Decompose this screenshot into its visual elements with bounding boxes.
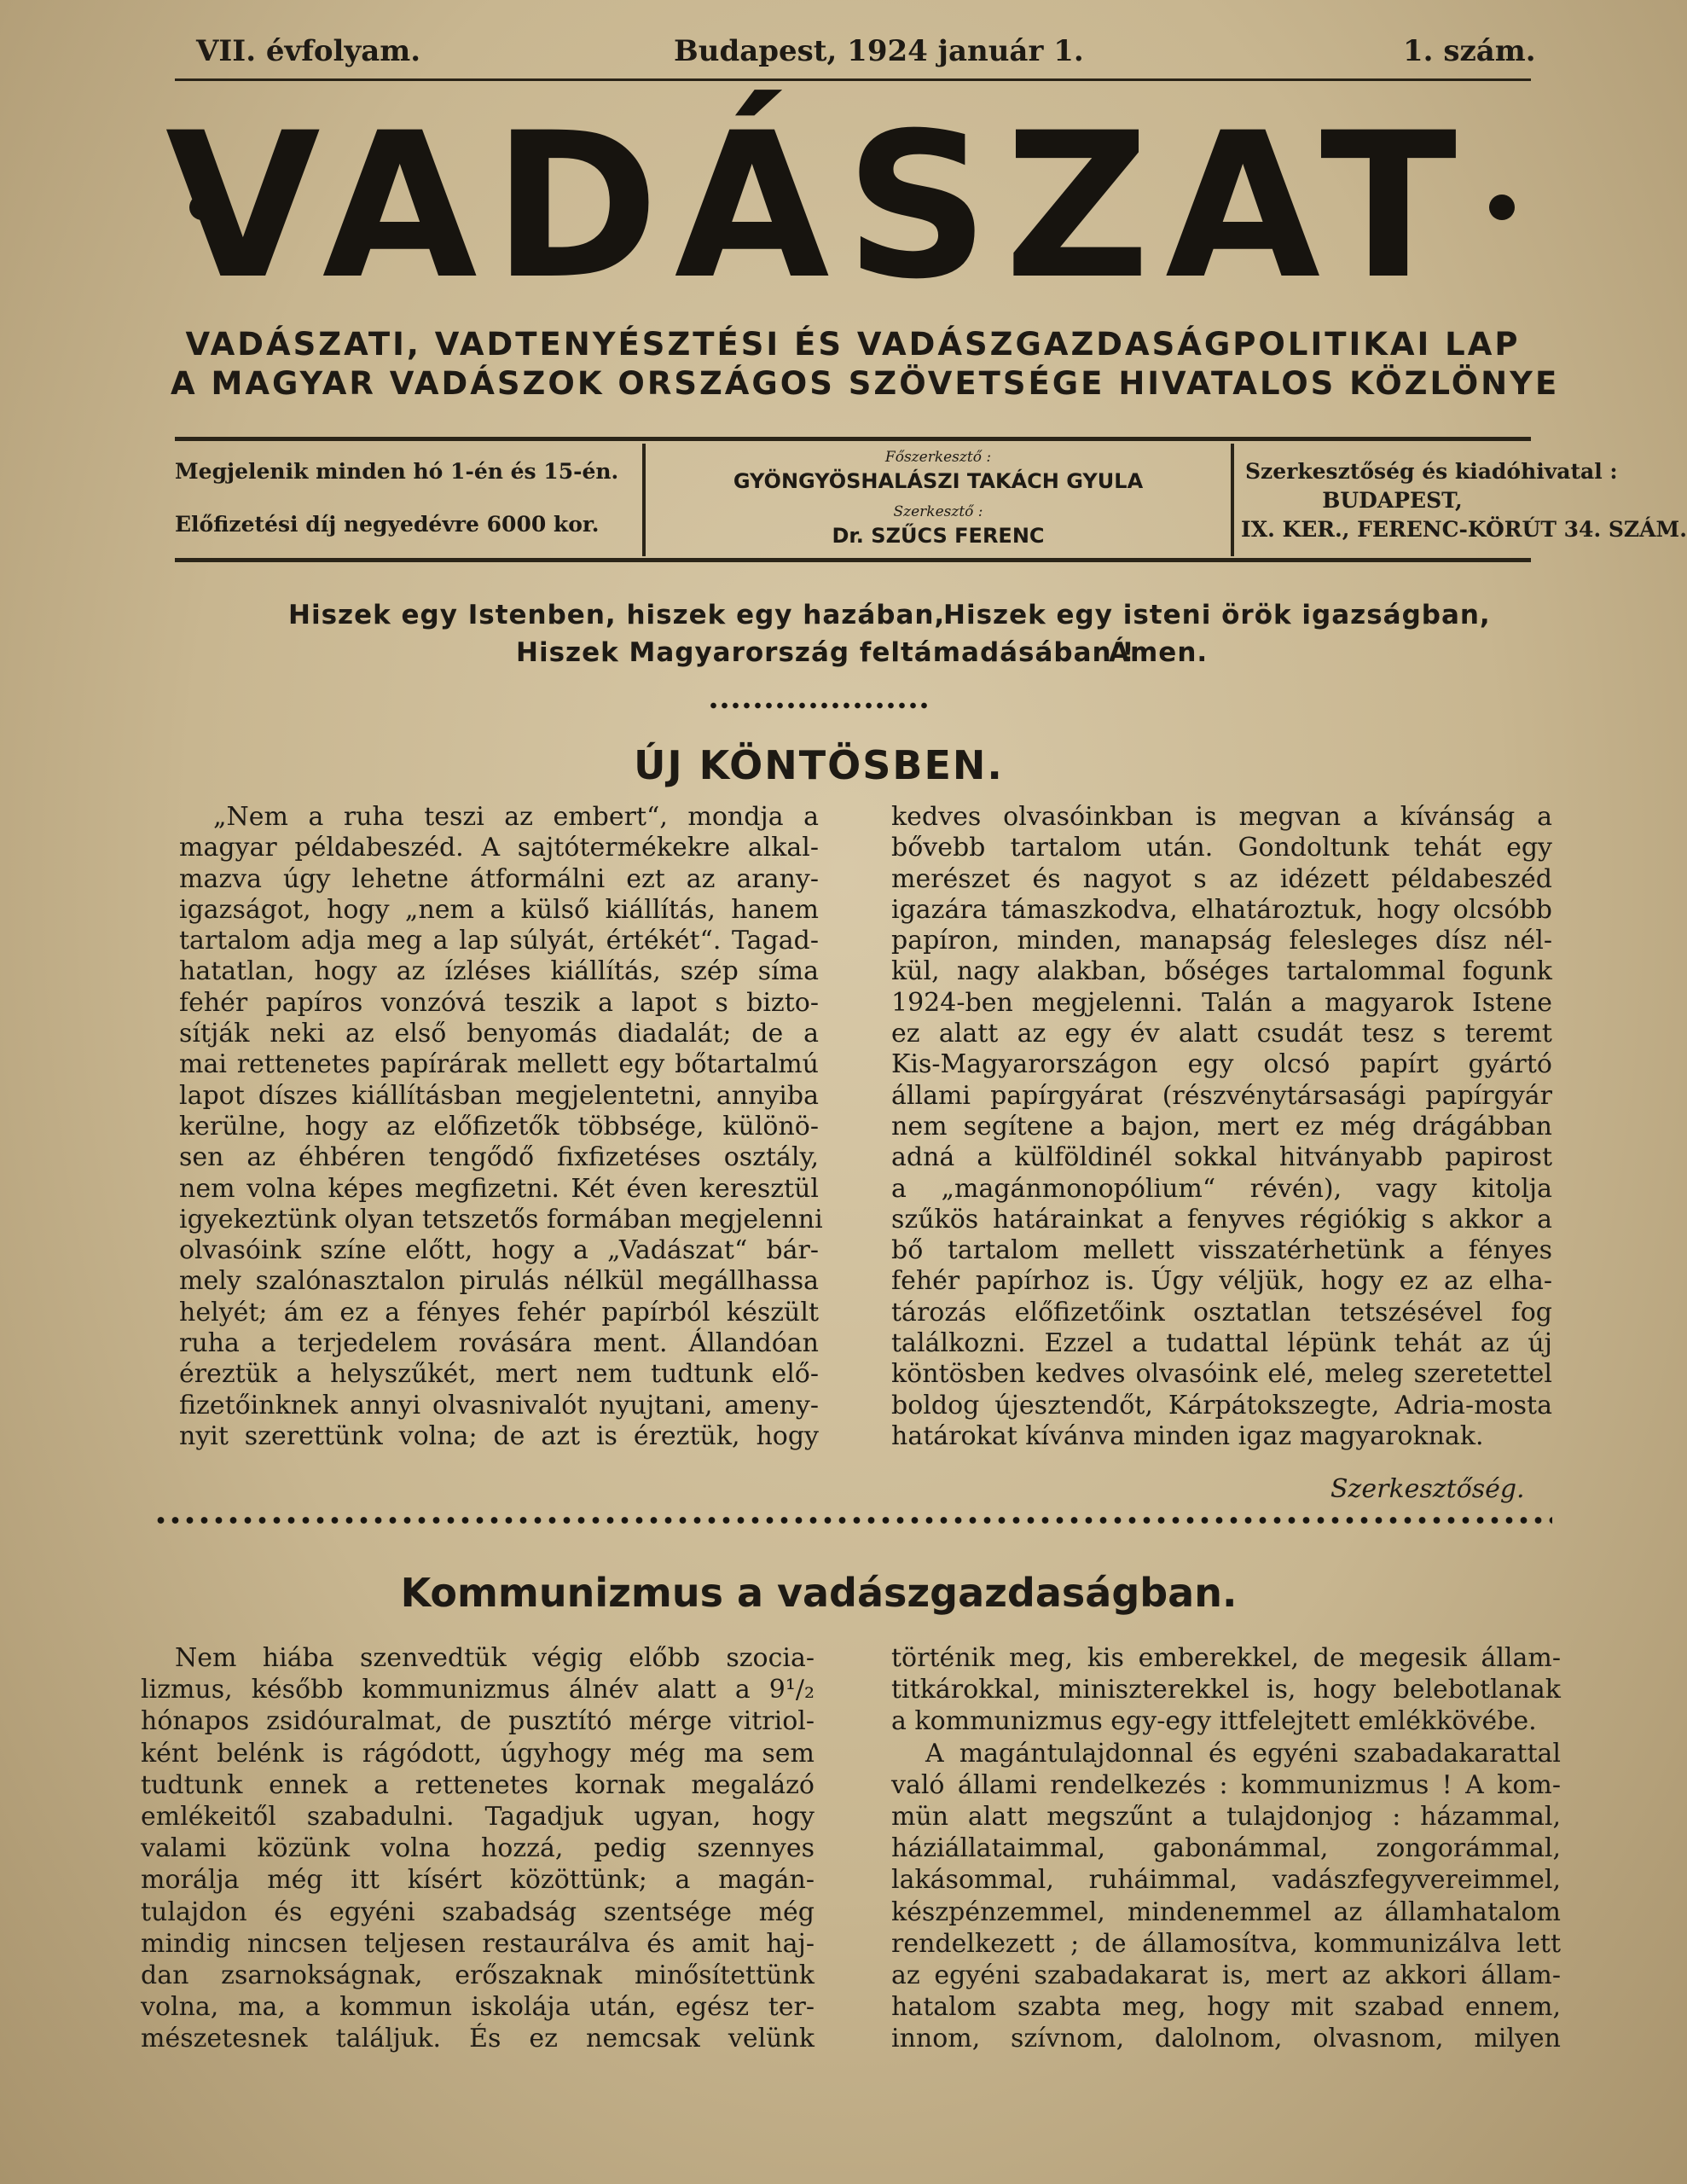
text-line: mai rettenetes papírárak mellett egy bőtartalmú	[179, 1049, 819, 1080]
infobox-divider-2	[1231, 444, 1234, 556]
text-line: az egyéni szabadakarat is, mert az akkori állam-	[891, 1960, 1561, 1990]
text-line: emlékeitől szabadulni. Tagadjuk ugyan, hogy	[141, 1801, 815, 1832]
text-line: való állami rendelkezés : kommunizmus ! A kom-	[891, 1769, 1561, 1800]
text-line: volna, ma, a kommun iskolája után, egész ter-	[141, 1992, 815, 2023]
text-line: bővebb tartalom után. Gondoltunk tehát egy	[891, 833, 1552, 863]
text-line: boldog újesztendőt, Kárpátokszegte, Adria-mosta	[891, 1390, 1552, 1420]
text-line: tulajdon és egyéni szabadság szentsége még	[141, 1896, 815, 1927]
text-line: fehér papíros vonzóvá teszik a lapot s bizto-	[179, 987, 819, 1018]
text-line: merészet és nagyot s az idézett példabeszéd	[891, 863, 1552, 894]
office-city: BUDAPEST,	[1322, 488, 1463, 513]
text-line: fehér papírhoz is. Úgy véljük, hogy ez az elha-	[891, 1266, 1552, 1297]
text-line: lakásommal, ruháimmal, vadászfegyvereimmel,	[891, 1865, 1561, 1896]
issue-info-line	[196, 34, 1536, 77]
text-line: fizetőinknek annyi olvasnivalót nyujtani, ameny-	[179, 1390, 819, 1420]
text-line: olvasóink színe előtt, hogy a „Vadászat“ bár-	[179, 1235, 819, 1266]
text-line: igazságot, hogy „nem a külső kiállítás, hanem	[179, 894, 819, 925]
text-line: morálja még itt kísért közöttünk; a magán-	[141, 1865, 815, 1896]
text-line: A magántulajdonnal és egyéni szabadakarattal	[925, 1738, 1561, 1769]
frequency-text: Megjelenik minden hó 1-én és 15-én.	[175, 459, 619, 484]
infobox-editors	[648, 444, 1228, 556]
office-address: IX. KER., FERENC-KÖRÚT 34. SZÁM.	[1241, 517, 1687, 542]
article-2-column-2	[891, 1642, 1561, 2054]
text-line: nem volna képes megfizetni. Két éven keresztül	[179, 1173, 819, 1204]
text-line: Kis-Magyarországon egy olcsó papírt gyártó	[891, 1049, 1552, 1080]
text-line: sen az éhbéren tengődő fixfizetéses osztály,	[179, 1142, 819, 1173]
text-line: Nem hiába szenvedtük végig előbb szocia-	[175, 1643, 815, 1673]
text-line: igyekeztünk olyan tetszetős formában megjelenni	[179, 1204, 823, 1234]
text-line: történik meg, kis emberekkel, de megesik állam-	[891, 1643, 1561, 1673]
text-line: a kommunizmus egy-egy ittfelejtett emlékkövébe.	[891, 1706, 1537, 1737]
text-line: mely szalónasztalon pirulás nélkül megállhassa	[179, 1266, 819, 1297]
motto-line-2b: Ámen.	[1109, 637, 1209, 668]
article-1-signature: Szerkesztőség.	[1330, 1474, 1525, 1504]
text-line: szűkös határainkat a fenyves régiókig s akkor a	[891, 1204, 1552, 1234]
text-line: készpénzemmel, mindenemmel az államhatalom	[891, 1896, 1561, 1927]
text-line: köntösben kedves olvasóink elé, meleg szeretettel	[891, 1359, 1552, 1390]
text-line: titkárokkal, miniszterekkel is, hogy belebotlanak	[891, 1675, 1561, 1705]
text-line: kül, nagy alakban, bőséges tartalommal fogunk	[891, 956, 1552, 987]
text-line: adná a külföldinél sokkal hitványabb papirost	[891, 1142, 1552, 1173]
text-line: dan zsarnokságnak, erőszaknak minősítettünk	[141, 1960, 815, 1990]
infobox-divider-1	[642, 444, 646, 556]
text-line: ez alatt az egy év alatt csudát tesz s teremt	[891, 1019, 1552, 1049]
section-divider-ornament	[154, 1516, 1552, 1525]
motto-line-1b: Hiszek egy isteni örök igazságban,	[943, 600, 1491, 630]
text-line: nem segítene a bajon, mert ez még drágábban	[891, 1111, 1552, 1141]
text-line: tudtunk ennek a rettenetes kornak megalázó	[141, 1769, 815, 1800]
masthead-title: VADÁSZAT	[165, 90, 1473, 323]
article-1-column-2	[891, 802, 1552, 1452]
text-line: kedves olvasóinkban is megvan a kívánság a	[891, 802, 1552, 832]
article-2-column-1	[141, 1642, 815, 2054]
subscription-price: Előfizetési díj negyedévre 6000 kor.	[175, 512, 600, 537]
issue-number: 1. szám.	[1403, 34, 1536, 68]
text-line: mindig nincsen teljesen restaurálva és amit haj-	[141, 1928, 815, 1959]
text-line: lizmus, később kommunizmus álnév alatt a 9¹/₂	[141, 1675, 815, 1705]
text-line: sítják neki az első benyomás diadalát; de a	[179, 1019, 819, 1049]
subtitle-line-2: A MAGYAR VADÁSZOK ORSZÁGOS SZÖVETSÉGE HIVATALOS KÖZLÖNYE	[171, 365, 1560, 402]
motto-ornament	[708, 700, 930, 712]
editor-name: Dr. SZŰCS FERENC	[832, 524, 1045, 548]
article-1-title: ÚJ KÖNTÖSBEN.	[634, 742, 1004, 788]
text-line: tartalom adja meg a lap súlyát, értékét“. Tagad-	[179, 926, 819, 956]
text-line: ként belénk is rágódott, úgyhogy még ma sem	[141, 1738, 815, 1769]
motto-line-2a: Hiszek Magyarország feltámadásában !	[516, 637, 1135, 668]
article-1-column-1	[179, 802, 823, 1452]
text-line: háziállataimmal, gabonámmal, zongorámmal,	[891, 1833, 1561, 1864]
text-line: mészetesnek találjuk. És ez nemcsak velünk	[141, 2024, 815, 2054]
text-line: helyét; ám ez a fényes fehér papírból készült	[179, 1297, 819, 1327]
text-line: mün alatt megszűnt a tulajdonjog : házammal,	[891, 1801, 1561, 1832]
infobox-office	[1237, 444, 1687, 556]
text-line: határokat kívánva minden igaz magyaroknak.	[891, 1420, 1484, 1451]
infobox-frequency	[175, 444, 640, 556]
infobox-top-rule	[175, 437, 1531, 441]
text-line: mazva úgy lehetne átformálni ezt az arany-	[179, 863, 819, 894]
chief-editor-name: GYÖNGYÖSHALÁSZI TAKÁCH GYULA	[733, 469, 1144, 493]
publication-info-box	[175, 444, 1687, 556]
editor-label: Szerkesztő :	[893, 503, 983, 520]
text-line: „Nem a ruha teszi az embert“, mondja a	[213, 802, 819, 832]
text-line: találkozni. Ezzel a tudattal lépünk tehát az új	[891, 1328, 1552, 1359]
text-line: bő tartalom mellett visszatérhetünk a fényes	[891, 1235, 1552, 1266]
subtitle-line-1: VADÁSZATI, VADTENYÉSZTÉSI ÉS VADÁSZGAZDASÁGPOLITIKAI LAP	[185, 326, 1521, 363]
place-date: Budapest, 1924 január 1.	[674, 34, 1084, 68]
text-line: papíron, minden, manapság felesleges dísz nél-	[891, 926, 1552, 956]
office-label: Szerkesztőség és kiadóhivatal :	[1245, 459, 1618, 484]
text-line: rendelkezett ; de államosítva, kommunizálva lett	[891, 1928, 1561, 1959]
text-line: 1924-ben megjelenni. Talán a magyarok Istene	[891, 987, 1552, 1018]
top-rule	[175, 78, 1531, 81]
text-line: hatalom szabta meg, hogy mit szabad ennem,	[891, 1992, 1561, 2023]
text-line: lapot díszes kiállításban megjelentetni, annyiba	[179, 1080, 819, 1111]
text-line: valami közünk volna hozzá, pedig szennyes	[141, 1833, 815, 1864]
text-line: igazára támaszkodva, elhatároztuk, hogy olcsóbb	[891, 894, 1552, 925]
volume-label: VII. évfolyam.	[196, 34, 421, 68]
text-line: éreztük a helyszűkét, mert nem tudtunk elő-	[179, 1359, 819, 1390]
text-line: innom, szívnom, dalolnom, olvasnom, milyen	[891, 2024, 1561, 2054]
text-line: állami papírgyárat (részvénytársasági papírgyár	[891, 1080, 1552, 1111]
article-2-title: Kommunizmus a vadászgazdaságban.	[400, 1570, 1238, 1616]
text-line: a „magánmonopólium“ révén), vagy kitolja	[891, 1173, 1552, 1204]
text-line: kerülne, hogy az előfizetők többsége, különö-	[179, 1111, 819, 1141]
text-line: hónapos zsidóuralmat, de pusztító mérge vitriol-	[141, 1706, 815, 1737]
text-line: magyar példabeszéd. A sajtótermékekre alkal-	[179, 833, 819, 863]
infobox-bottom-rule	[175, 558, 1531, 562]
motto-line-1a: Hiszek egy Istenben, hiszek egy hazában,	[288, 600, 946, 630]
text-line: hatatlan, hogy az ízléses kiállítás, szép síma	[179, 956, 819, 987]
text-line: tározás előfizetőink osztatlan tetszésével fog	[891, 1297, 1552, 1327]
text-line: ruha a terjedelem rovására ment. Állandóan	[179, 1328, 819, 1359]
chief-editor-label: Főszerkesztő :	[884, 449, 992, 466]
text-line: nyit szerettünk volna; de azt is éreztük, hogy	[179, 1420, 819, 1451]
